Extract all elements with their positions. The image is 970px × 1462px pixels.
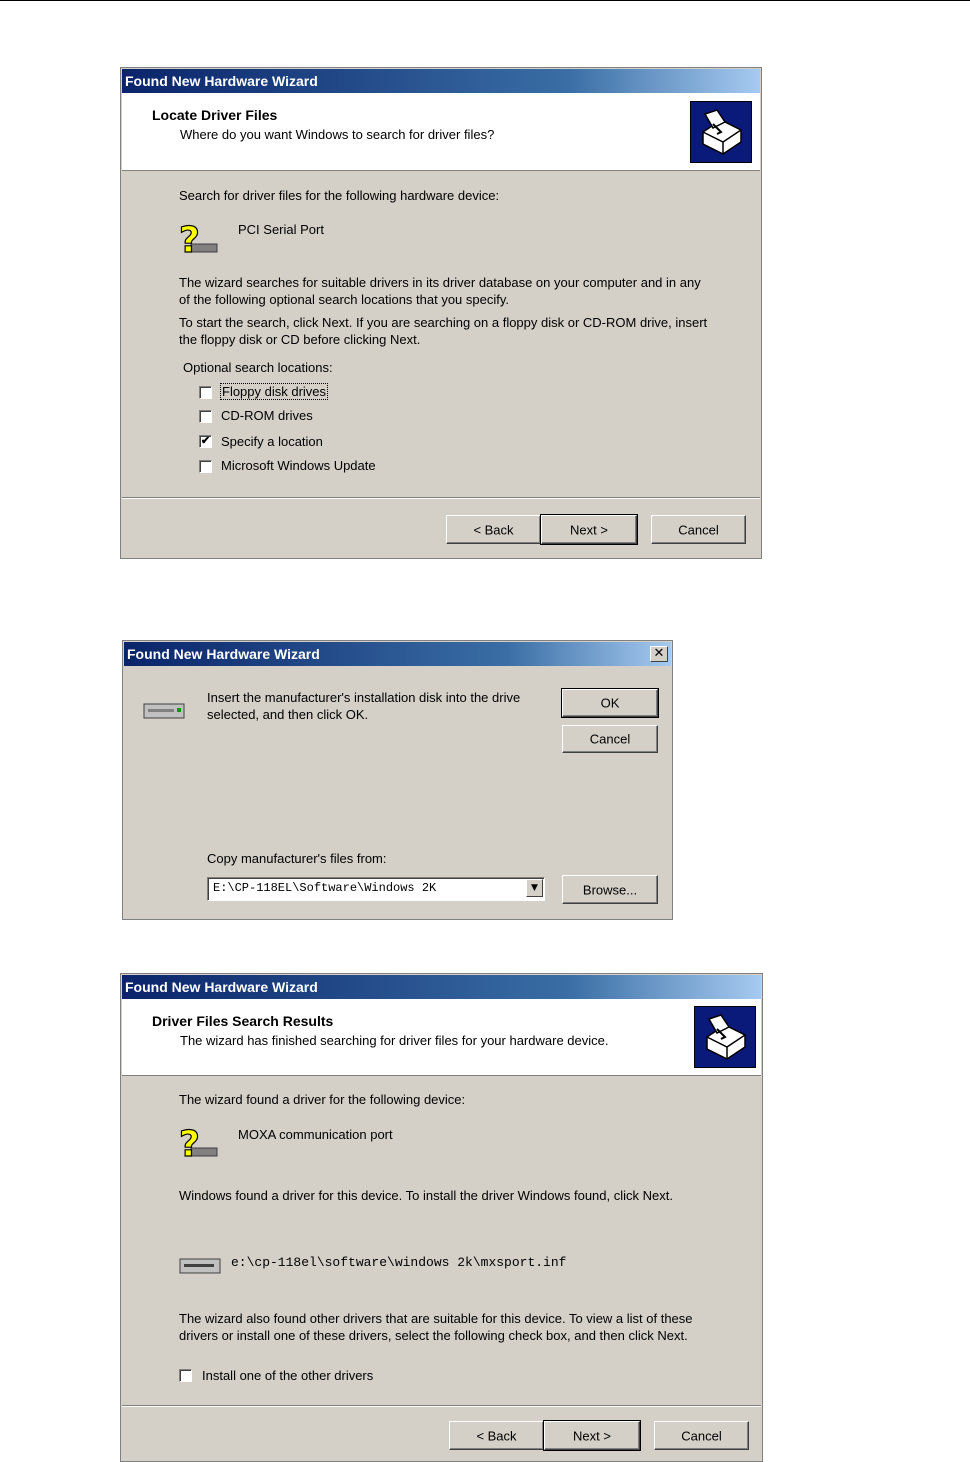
driver-search-results-dialog <box>120 973 763 1462</box>
next-button[interactable] <box>544 1421 640 1450</box>
back-button[interactable] <box>446 515 541 544</box>
svg-text:?: ? <box>179 1124 200 1165</box>
next-button[interactable] <box>541 515 637 544</box>
footer-separator <box>122 1405 761 1407</box>
footer-separator <box>122 497 760 499</box>
driver-path: e:\cp-118el\software\windows 2k\mxsport.inf <box>231 1255 567 1270</box>
windows-update-label[interactable]: Microsoft Windows Update <box>221 458 376 473</box>
header-title: Driver Files Search Results <box>152 1013 334 1029</box>
next-button-label: Next > <box>570 522 608 537</box>
floppy-checkbox[interactable] <box>199 386 212 399</box>
dialog-title: Found New Hardware Wizard <box>122 69 760 93</box>
dialog-title: Found New Hardware Wizard <box>122 975 761 999</box>
header-subtitle: Where do you want Windows to search for driver files? <box>180 127 495 142</box>
inf-file-icon <box>179 1256 221 1279</box>
insert-disk-dialog <box>122 640 673 920</box>
ok-button[interactable] <box>562 689 658 717</box>
ok-button-label: OK <box>600 695 620 711</box>
found-prompt: The wizard found a driver for the following device: <box>179 1092 466 1107</box>
wizard-header <box>122 93 760 171</box>
start-instructions: To start the search, click Next. If you are searching on a floppy disk or CD-ROM drive, insert the floppy disk or CD before clicking Next. <box>179 315 708 347</box>
cancel-button[interactable] <box>562 725 658 753</box>
floppy-label[interactable]: Floppy disk drives <box>222 384 327 399</box>
hardware-wizard-icon <box>690 101 752 163</box>
specify-location-checkbox[interactable]: ✔ <box>200 435 211 447</box>
cdrom-checkbox[interactable] <box>199 410 212 423</box>
back-button[interactable] <box>449 1421 544 1450</box>
dialog-title: Found New Hardware Wizard <box>124 642 671 666</box>
header-title: Locate Driver Files <box>152 107 278 123</box>
cancel-button-label: Cancel <box>681 1428 722 1443</box>
question-hardware-icon <box>177 1122 221 1169</box>
search-description: The wizard searches for suitable drivers in its driver database on your computer and in any of the following optional search locations that you specify. <box>179 275 701 307</box>
hardware-wizard-icon <box>694 1006 756 1068</box>
locate-driver-files-dialog <box>120 67 762 559</box>
close-icon[interactable]: ✕ <box>650 646 668 662</box>
chevron-down-icon[interactable]: ▼ <box>526 879 543 897</box>
source-path-value: E:\CP-118EL\Software\Windows 2K <box>213 881 437 895</box>
device-name: PCI Serial Port <box>238 222 324 237</box>
insert-disk-message: Insert the manufacturer's installation disk into the drive selected, and then click OK. <box>207 690 521 722</box>
cancel-button[interactable] <box>654 1421 749 1450</box>
install-other-label[interactable]: Install one of the other drivers <box>202 1368 374 1383</box>
search-prompt: Search for driver files for the following hardware device: <box>179 188 500 203</box>
header-subtitle: The wizard has finished searching for driver files for your hardware device. <box>180 1033 609 1048</box>
wizard-header <box>122 999 761 1076</box>
cancel-button-label: Cancel <box>678 522 719 537</box>
device-name: MOXA communication port <box>238 1127 393 1142</box>
install-other-checkbox[interactable] <box>179 1369 192 1382</box>
cancel-button-label: Cancel <box>589 731 631 747</box>
back-button-label: < Back <box>476 1428 517 1443</box>
optional-locations-label: Optional search locations: <box>183 360 333 375</box>
back-button-label: < Back <box>473 522 514 537</box>
page-top-rule <box>0 0 970 1</box>
cancel-button[interactable] <box>651 515 746 544</box>
cdrom-label[interactable]: CD-ROM drives <box>221 408 313 423</box>
browse-button[interactable] <box>562 875 658 904</box>
next-button-label: Next > <box>573 1428 611 1443</box>
specify-location-label[interactable]: Specify a location <box>221 434 323 449</box>
question-hardware-icon <box>177 218 221 265</box>
install-instructions: Windows found a driver for this device. To install the driver Windows found, click Next. <box>179 1188 673 1203</box>
disk-drive-icon <box>143 701 185 724</box>
browse-button-label: Browse... <box>582 882 638 897</box>
windows-update-checkbox[interactable] <box>199 460 212 473</box>
other-drivers-description: The wizard also found other drivers that are suitable for this device. To view a list of these drivers or install one of these drivers, select the following check box, and then click Next. <box>179 1311 693 1343</box>
copy-files-label: Copy manufacturer's files from: <box>207 851 387 866</box>
svg-text:?: ? <box>179 220 200 261</box>
source-path-combobox[interactable] <box>207 877 545 901</box>
